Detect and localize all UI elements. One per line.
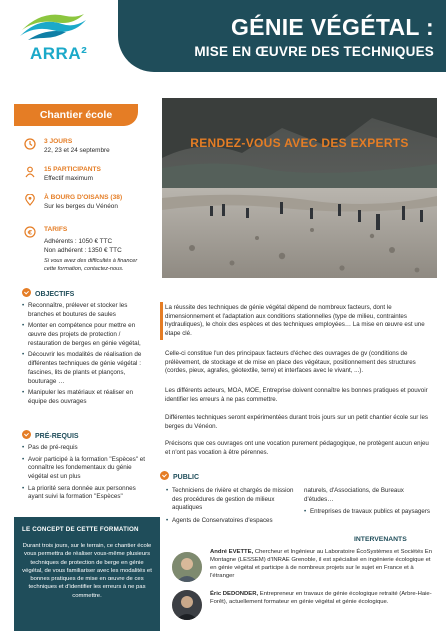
intervenant-name: Éric DEDONDER, xyxy=(210,591,259,597)
body-paragraph-3: Les différents acteurs, MOA, MOE, Entreprise doivent connaître les bonnes pratiques et pouvoir identifier les erreurs à ne pas commettre. xyxy=(165,387,428,403)
concept-text: Durant trois jours, sur le terrain, ce chantier école vous permettra de réaliser vous-même plusieurs techniques de protection de berge en génie végétal, de vous familiariser avec les modalités et bonnes pratiques de mise en œuvre de ces techniques et d'identifier les erreurs à ne pas commettre. xyxy=(22,543,152,599)
location-title: À BOURG D'OISANS (38) xyxy=(44,194,123,201)
intervenant-desc: Chercheur et Ingénieur au Laboratoire ÉcoSystèmes et Sociétés En Montagne (LESSEM) d'INRAE Grenoble, il est spécialisé en ingénierie écologique et en génie végétal et participe à de nombreux projets sur le sujet en France et à l'étranger xyxy=(210,549,433,580)
prerequis-heading xyxy=(22,430,79,440)
participants-sub: Effectif maximum xyxy=(44,174,93,182)
body-paragraph-5: Précisons que ces ouvrages ont une vocation purement pédagogique, ne protègent aucun enjeu et n'ont pas vocation à être pérennes. xyxy=(165,440,429,456)
list-item: • Reconnaître, prélever et stocker les branches et boutures de saules xyxy=(22,302,150,319)
tarif-non-adherents: Non adhérent : 1350 € TTC xyxy=(44,246,122,254)
public-list-left xyxy=(166,487,298,530)
logo-text: ARRA² xyxy=(30,44,88,63)
portrait-icon xyxy=(172,552,202,582)
list-item: • Avoir participé à la formation "Espèces" et connaître les fondementaux du génie végétal est un plus xyxy=(22,456,150,482)
tarifs-title: TARIFS xyxy=(44,226,68,233)
objectifs-title: OBJECTIFS xyxy=(35,291,75,298)
duration-info xyxy=(24,138,146,156)
list-item: • Entreprises de travaux publics et paysagers xyxy=(304,508,434,517)
participants-title: 15 PARTICIPANTS xyxy=(44,166,101,173)
check-circle-icon xyxy=(160,471,169,480)
location-sub: Sur les berges du Vénéon xyxy=(44,202,118,210)
arra2-logo xyxy=(16,10,88,68)
location-pin-icon xyxy=(24,194,36,206)
body-paragraph-1: La réussite des techniques de génie végétal dépend de nombreux facteurs, dont le dimensionnement et l'adaptation aux conditions stationnelles (type de milieu, contraintes hydrauliques), le choix des espèces et des techniques employées… La mise en œuvre est une étape clé. xyxy=(165,304,425,337)
duration-title: 3 JOURS xyxy=(44,138,73,145)
location-info xyxy=(24,194,146,212)
intervenant-desc: Entrepreneur en travaux de génie écologique retraité (Arbre-Haie-Forêt), actuellement formateur en génie végétal et génie écologique. xyxy=(210,591,432,606)
body-paragraph-2: Celle-ci constitue l'un des principaux facteurs d'échec des ouvrages de gv (conditions de prélèvement, de stockage et de mise en place des végétaux, positionnement des structures (cordes, pieux, agrafes, géotextile, terre) et interfaces avec le vivant, ...). xyxy=(165,350,416,375)
list-item: • Pas de pré-requis xyxy=(22,444,150,453)
avatar xyxy=(172,590,202,620)
page-title: GÉNIE VÉGÉTAL : xyxy=(230,14,434,40)
list-item: • Manipuler les matériaux et réaliser en équipe des ouvrages xyxy=(22,389,150,406)
clock-icon xyxy=(24,138,36,150)
avatar xyxy=(172,552,202,582)
intervenant-card xyxy=(172,590,436,606)
list-item: • Agents de Conservatoires d'espaces xyxy=(166,517,298,526)
list-item: • Découvrir les modalités de réalisation de différentes techniques de génie végétal : fascines, lits de plants et plançons, bouturage … xyxy=(22,351,150,386)
intervenant-card xyxy=(172,548,436,581)
photo-title: RENDEZ-VOUS AVEC DES EXPERTS xyxy=(190,136,409,150)
intervenants-heading: INTERVENANTS xyxy=(354,536,407,543)
concept-title: LE CONCEPT DE CETTE FORMATION xyxy=(22,526,139,533)
check-circle-icon xyxy=(22,430,31,439)
person-icon xyxy=(24,166,36,178)
list-item: • La priorité sera donnée aux personnes ayant suivi la formation "Espèces" xyxy=(22,485,150,502)
objectifs-list xyxy=(22,302,150,410)
chantier-ecole-badge: Chantier école xyxy=(14,104,138,126)
logo-waves-icon xyxy=(16,10,88,46)
tarifs-info xyxy=(24,226,146,273)
tarif-note: Si vous avez des difficultés à financer cette formation, contactez-nous. xyxy=(44,258,138,272)
list-item: • Monter en compétence pour mettre en œuvre des projets de protection / restauration de berges en génie végétal, xyxy=(22,322,150,348)
concept-box xyxy=(14,517,160,631)
intervenant-name: André EVETTE, xyxy=(210,549,254,555)
tarif-adherents: Adhérents : 1050 € TTC xyxy=(44,237,113,245)
euro-icon xyxy=(24,226,36,238)
field-photo xyxy=(162,98,437,278)
participants-info xyxy=(24,166,146,184)
svg-text:€: € xyxy=(27,228,33,237)
public-heading xyxy=(160,471,199,481)
objectifs-heading xyxy=(22,288,74,298)
portrait-icon xyxy=(172,590,202,620)
public-list-right xyxy=(304,508,434,517)
body-paragraph-4: Différentes techniques seront expérimentées durant trois jours sur un petit chantier école sur les berges du Vénéon. xyxy=(165,414,428,430)
header-banner xyxy=(118,0,446,72)
list-item: • Techniciens de rivière et chargés de mission des procédures de gestion de milieux aquatiques xyxy=(166,487,298,513)
public-col-right xyxy=(304,487,434,521)
public-continued-text: naturels, d'Associations, de Bureaux d'études… xyxy=(304,487,404,503)
prerequis-title: PRÉ-REQUIS xyxy=(35,433,79,440)
riverbank-photo xyxy=(162,98,437,278)
duration-dates: 22, 23 et 24 septembre xyxy=(44,146,110,154)
prerequis-list xyxy=(22,444,150,505)
public-title: PUBLIC xyxy=(173,474,200,481)
page-subtitle: MISE EN ŒUVRE DES TECHNIQUES xyxy=(194,44,434,59)
check-circle-icon xyxy=(22,288,31,297)
accent-bar xyxy=(160,302,163,340)
